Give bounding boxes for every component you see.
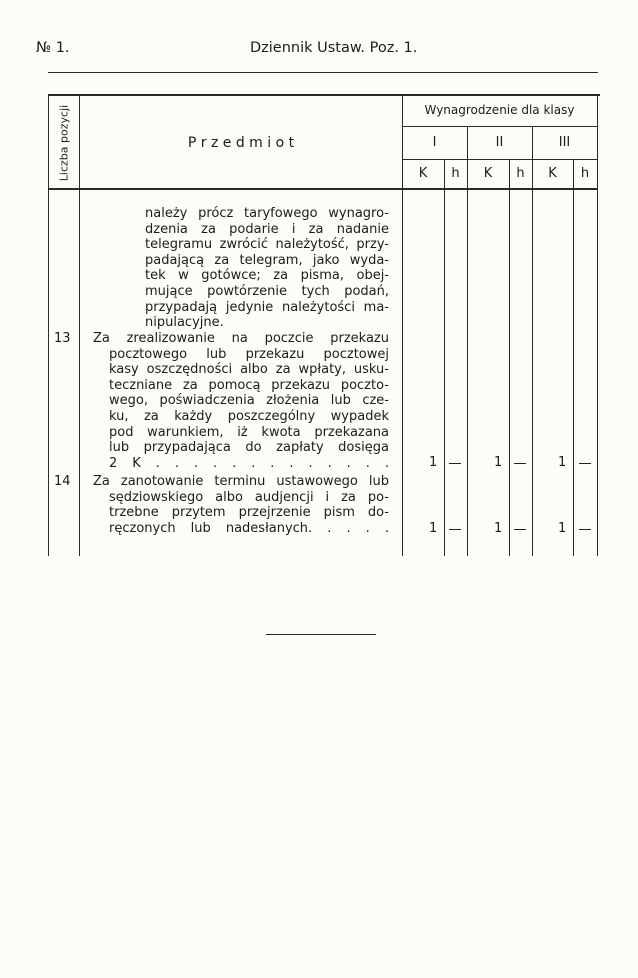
kh-divider-1 [444,159,445,556]
header-bottom-border [48,188,597,190]
fee-h-dash [449,463,461,464]
number-column-divider [79,95,80,556]
unit-h-3: h [580,166,590,181]
kh-divider-2 [509,159,510,556]
table-right-border [597,95,598,556]
number-column-label: Liczba pozycji [57,104,71,182]
text-line: teczniane za pomocą przekazu poczto- [109,377,389,393]
header-rule [48,72,598,73]
row-number: 14 [54,474,71,489]
page-title: Dziennik Ustaw. Poz. 1. [250,40,418,56]
text-line: należy prócz taryfowego wynagro- [145,206,389,221]
class-label-2: II [495,135,504,150]
subject-column-header: P r z e d m i o t [187,135,295,151]
unit-k-2: K [483,166,493,181]
row-number: 13 [54,331,71,346]
number-column-header [52,100,76,186]
unit-h-2: h [516,166,525,181]
text-line: telegramu zwrócić należytość, przy- [145,237,389,253]
text-line: sędziowskiego albo audjencji i za po- [109,489,389,505]
text-line: trzebne przytem przejrzenie pism do- [109,505,389,521]
class-header-line [402,159,597,160]
class-label-1: I [432,135,437,150]
fee-h-dash [449,529,461,530]
text-line: przypadają jedynie należytości ma- [145,299,389,315]
closing-rule [266,634,376,635]
page-number: № 1. [36,40,70,56]
table-row [93,474,389,536]
fee-column-header: Wynagrodzenie dla klasy [424,103,575,117]
text-line: padającą za telegram, jako wyda- [145,252,389,268]
text-line: mujące powtórzenie tych podań, [145,283,389,299]
kh-divider-3 [573,159,574,556]
text-line: ku, za każdy poszczególny wypadek [109,408,389,424]
class-divider-1 [467,126,468,556]
fee-k-class-3: 1 [558,521,567,536]
fee-h-dash [514,463,526,464]
text-line: kasy oszczędności albo za wpłaty, usku- [109,362,389,378]
text-line: pod warunkiem, iż kwota przekazana [109,424,389,440]
fee-k-class-1: 1 [429,455,438,470]
text-line: Za zanotowanie terminu ustawowego lub [93,474,389,489]
text-line: pocztowego lub przekazu pocztowej [109,346,389,362]
fee-k-class-2: 1 [494,521,503,536]
text-line: ręczonych lub nadesłanych. . . . . [109,520,389,536]
fee-h-dash [579,529,591,530]
unit-k-3: K [548,166,557,181]
unit-k-1: K [418,166,428,181]
table-row [145,206,389,331]
table-row [93,331,389,471]
table-left-border [48,95,49,556]
fee-header-line [402,126,597,127]
text-line: dzenia za podarie i za nadanie [145,221,389,237]
text-line: wego, poświadczenia złożenia lub cze- [109,393,389,409]
text-line: lub przypadająca do zapłaty dosięga [109,440,389,456]
fee-k-class-3: 1 [558,455,567,470]
text-line: 2 K . . . . . . . . . . . . . [109,455,389,471]
fee-h-dash [514,529,526,530]
subject-column-divider [402,95,403,556]
text-line: Za zrealizowanie na poczcie przekazu [93,331,389,346]
fee-h-dash [579,463,591,464]
fee-k-class-2: 1 [494,455,503,470]
class-label-3: III [558,135,571,150]
unit-h-1: h [451,166,460,181]
fee-k-class-1: 1 [429,521,438,536]
table-top-border [48,94,600,96]
class-divider-2 [532,126,533,556]
text-line: tek w gotówce; za pisma, obej- [145,268,389,284]
text-line: nipulacyjne. [145,315,224,331]
